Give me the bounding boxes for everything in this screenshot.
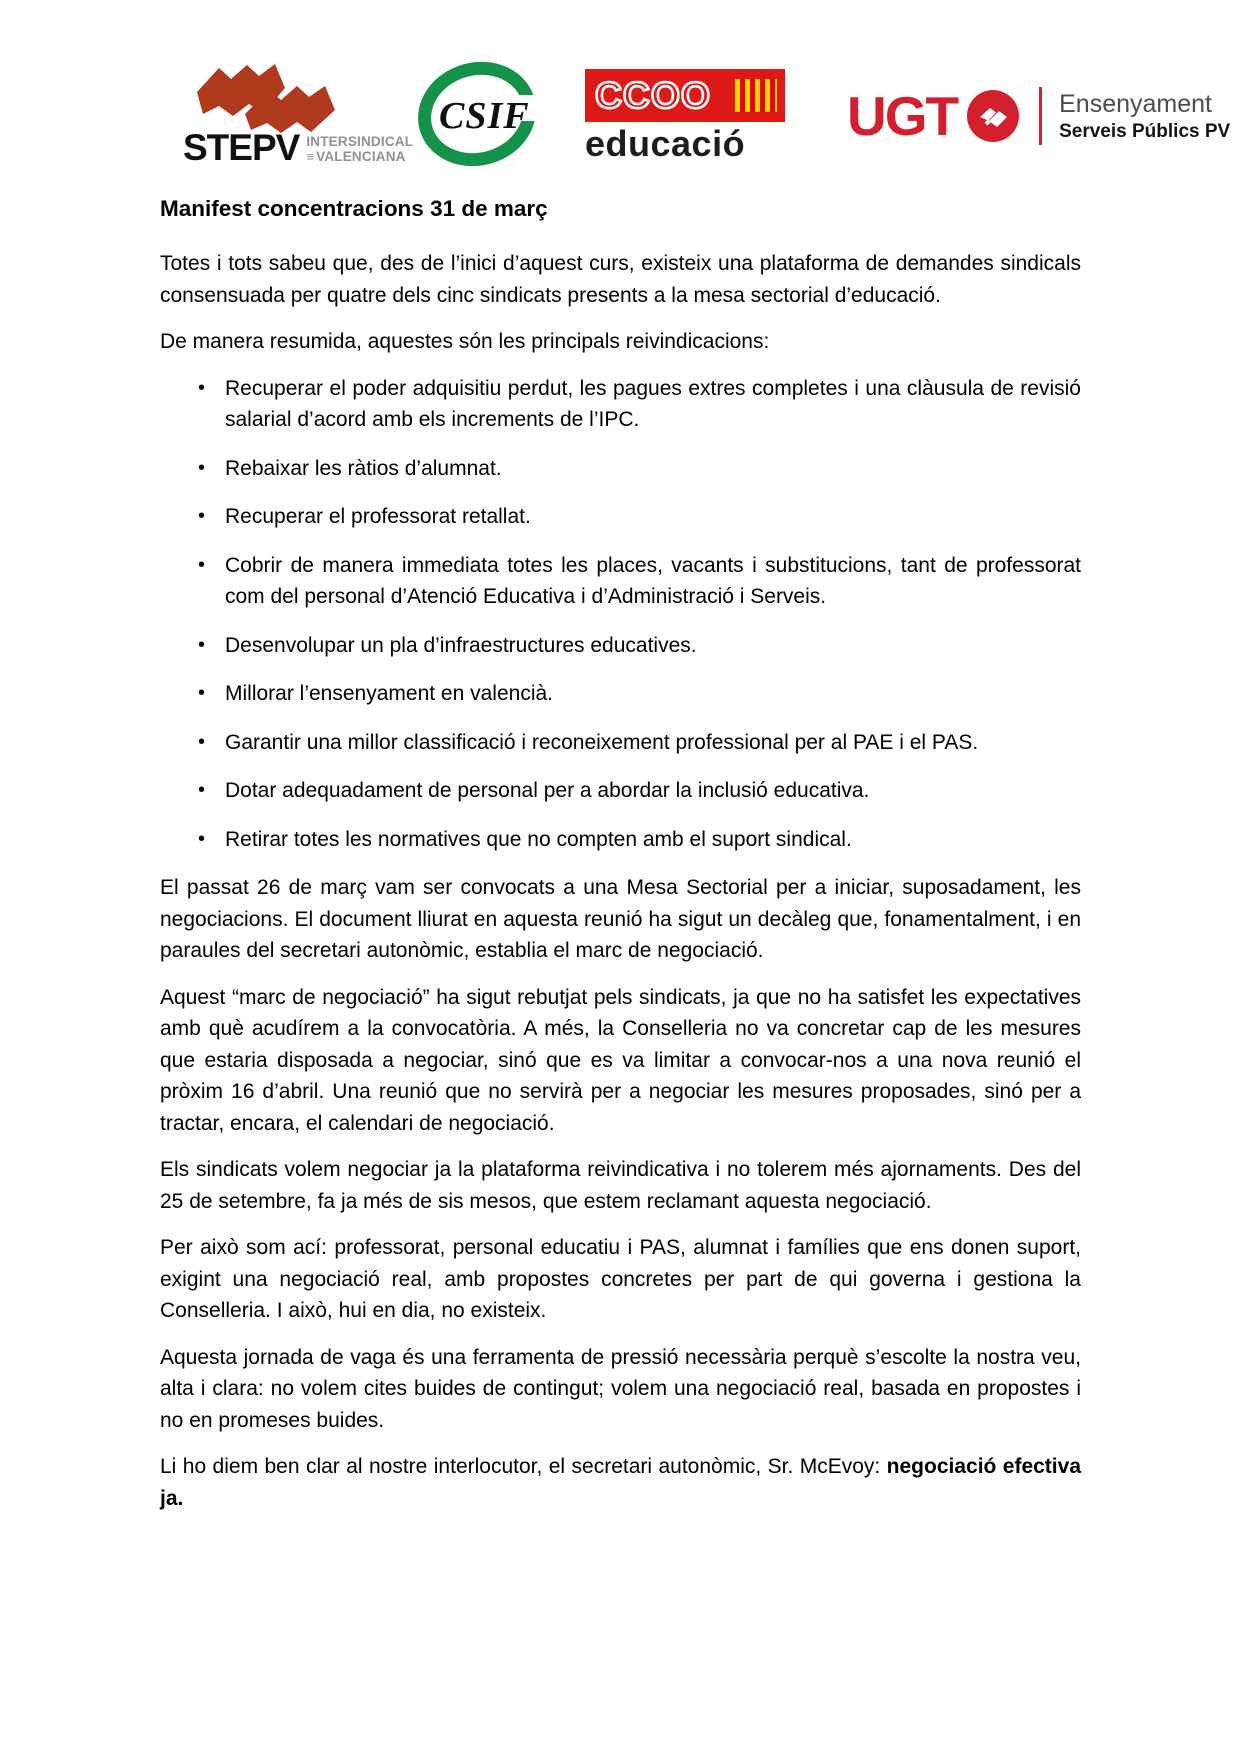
csif-logo — [411, 61, 561, 171]
svg-text:CCOO: CCOO — [594, 74, 711, 116]
list-item: • Recuperar el poder adquisitiu perdut, les pagues extres completes i una clàusula de revisió salarial d’acord amb els increments de l’IPC. — [224, 373, 1081, 436]
page-title: Manifest concentracions 31 de març — [160, 196, 548, 221]
list-item: • Recuperar el professorat retallat. — [224, 501, 1081, 533]
stepv-subtitle-line2: VALENCIANA — [316, 148, 406, 164]
paragraph-closing — [160, 1451, 1081, 1514]
handshake-icon — [966, 89, 1020, 143]
paragraph-summary-lead: De manera resumida, aquestes són les principals reivindicacions: — [160, 330, 770, 353]
paragraph-intro: Totes i tots sabeu que, des de l’inici d’aquest curs, existeix una plataforma de demandes sindicals consensuada per quatre dels cinc sindicats presents a la mesa sectorial d’educació. — [160, 252, 1081, 307]
stepv-logo — [183, 66, 414, 168]
ccoo-box — [585, 69, 785, 122]
ugt-subtitle-line1: Ensenyament — [1059, 89, 1212, 118]
list-item: • Rebaixar les ràtios d’alumnat. — [224, 453, 1081, 485]
stepv-flags-icon — [189, 62, 369, 134]
senyera-icon — [735, 79, 777, 112]
logo-bar — [0, 0, 1241, 170]
paragraph-sindicats: Els sindicats volem negociar ja la plataforma reivindicativa i no tolerem més ajornaments. Des del 25 de setembre, fa ja més de sis mesos, que estem reclamant aquesta negociació. — [160, 1158, 1081, 1213]
list-item: • Desenvolupar un pla d’infraestructures educatives. — [224, 630, 1081, 662]
ugt-wordmark: UGT — [847, 84, 958, 147]
list-item: • Garantir una millor classificació i reconeixement professional per al PAE i el PAS. — [224, 727, 1081, 759]
ugt-subtitle-line2: Serveis Públics PV — [1059, 120, 1231, 142]
paragraph-per-aixo: Per això som ací: professorat, personal educatiu i PAS, alumnat i famílies que ens donen suport, exigint una negociació real, amb propostes concretes per part de qui governa i gestiona la Conselleria. I això, hui en dia, no existeix. — [160, 1236, 1081, 1322]
csif-ring-icon — [411, 61, 549, 171]
ugt-logo — [847, 84, 1231, 147]
ccoo-subtitle: educació — [585, 122, 746, 164]
paragraph-mesa-sectorial: El passat 26 de març vam ser convocats a una Mesa Sectorial per a iniciar, suposadament, les negociacions. El document lliurat en aquesta reunió ha sigut un decàleg que, fonamentalment, i en paraules del secretari autonòmic, establia el marc de negociació. — [160, 876, 1081, 962]
closing-bold: negociació efectiva ja. — [160, 1455, 1081, 1510]
ccoo-wordmark — [593, 74, 729, 116]
list-item: • Cobrir de manera immediata totes les places, vacants i substitucions, tant de professorat com del personal d’Atenció Educativa i d’Administració i Serveis. — [224, 550, 1081, 613]
list-item: • Retirar totes les normatives que no compten amb el suport sindical. — [224, 824, 1081, 856]
list-item: • Dotar adequadament de personal per a abordar la inclusió educativa. — [224, 775, 1081, 807]
csif-wordmark: CSIF — [439, 95, 530, 137]
stepv-wordmark: STEPV — [183, 127, 300, 168]
list-item: • Millorar l’ensenyament en valencià. — [224, 678, 1081, 710]
paragraph-marc-negociacio: Aquest “marc de negociació” ha sigut rebutjat pels sindicats, ja que no ha satisfet les expectatives amb què acudírem a la convocatòria. A més, la Conselleria no va concretar cap de les mesures que estaria disposada a negociar, sinó que es va limitar a convocar-nos a una nova reunió el pròxim 16 d’abril. Una reunió que no servirà per a negociar les mesures proposades, sinó per a tractar, encara, el calendari de negociació. — [160, 985, 1081, 1135]
ugt-divider — [1039, 87, 1042, 145]
stepv-subtitle-line1: INTERSINDICAL — [306, 133, 414, 149]
closing-text: Li ho diem ben clar al nostre interlocutor, el secretari autonòmic, Sr. McEvoy: — [160, 1455, 887, 1478]
demands-list — [160, 373, 1081, 856]
stepv-lines-icon: ≡ — [306, 148, 315, 164]
stepv-subtitle — [306, 134, 413, 166]
paragraph-jornada-vaga: Aquesta jornada de vaga és una ferramenta de pressió necessària perquè s’escolte la nostra veu, alta i clara: no volem cites buides de contingut; volem una negociació real, basada en propostes i no en promeses buides. — [160, 1345, 1081, 1432]
ccoo-logo — [585, 69, 791, 164]
manifest-content — [160, 196, 1081, 1514]
